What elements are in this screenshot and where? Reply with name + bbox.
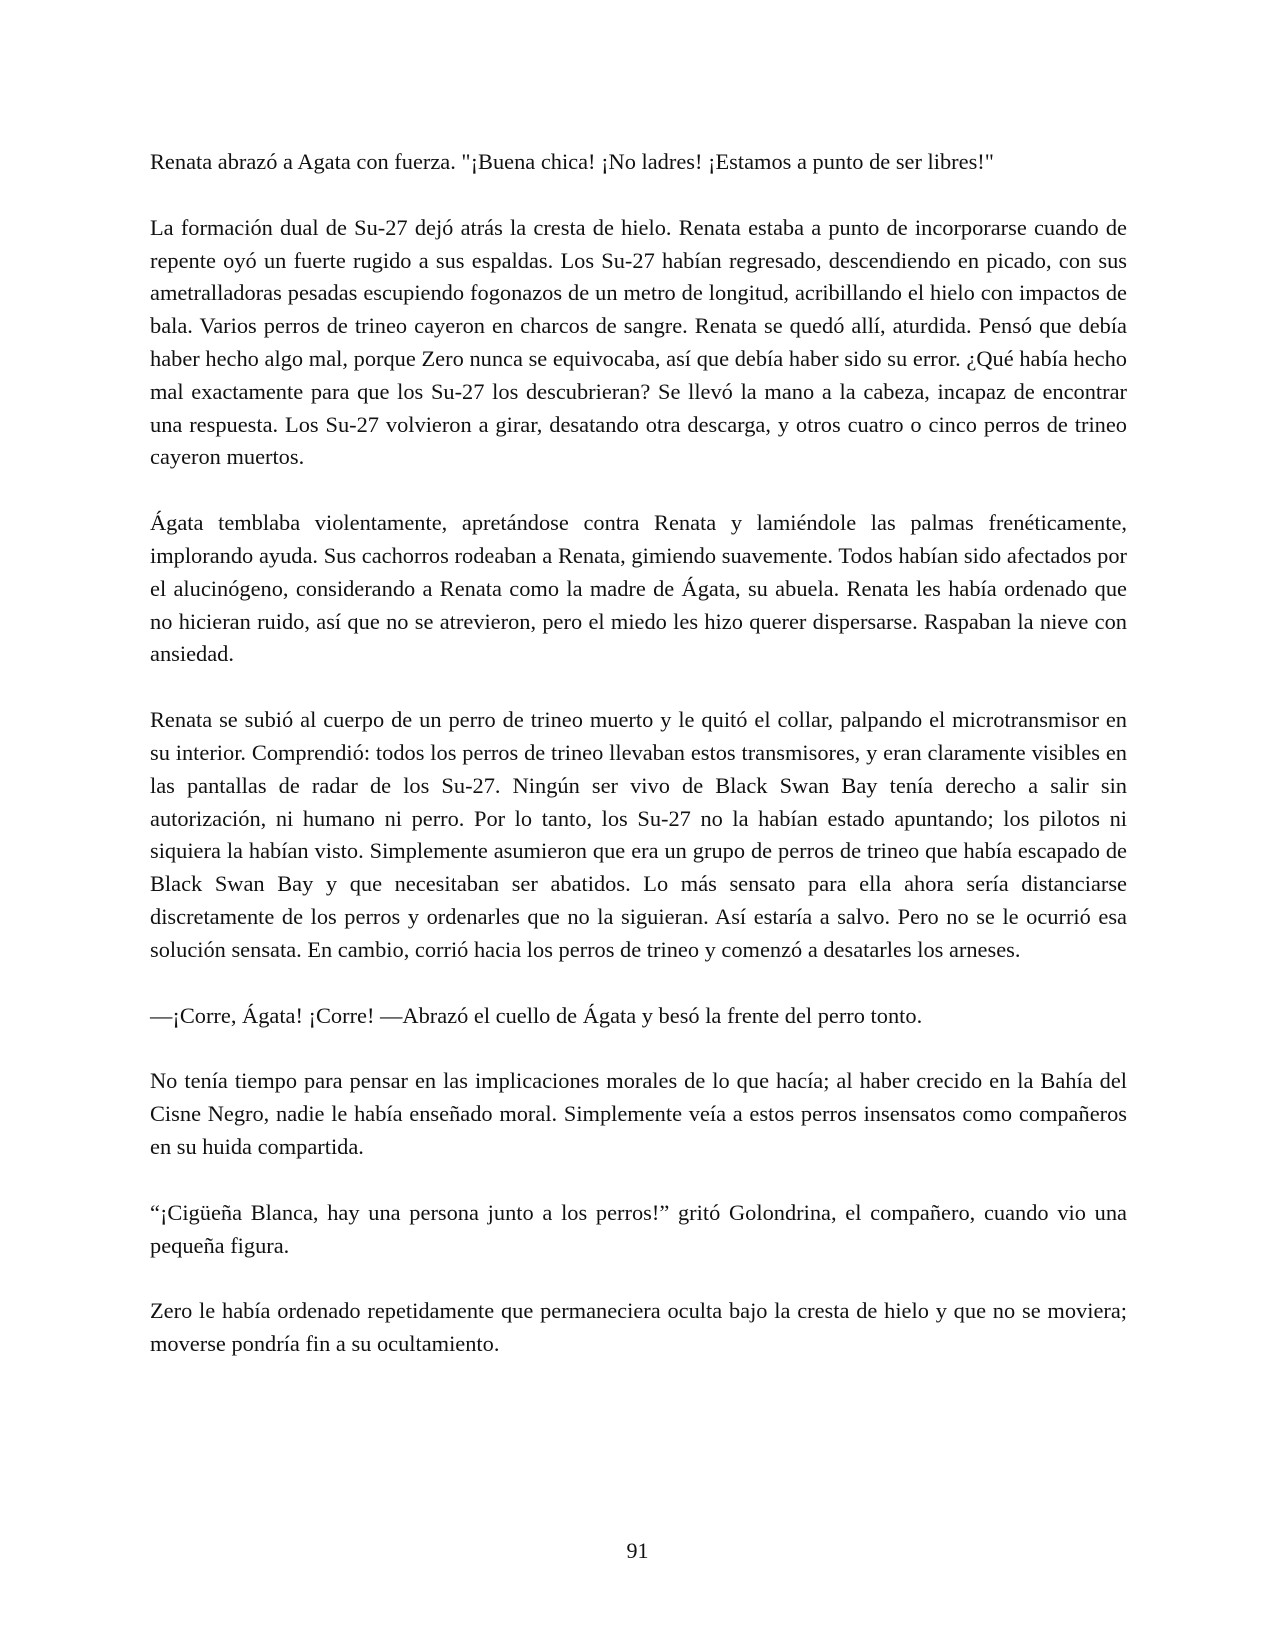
paragraph-2: La formación dual de Su-27 dejó atrás la cresta de hielo. Renata estaba a punto de incorporarse cuando de repente oyó un fuerte rugido a sus espaldas. Los Su-27 habían regresado, descendiendo en picado, con sus ametralladoras pesadas escupiendo fogonazos de un metro de longitud, acribillando el hielo con impactos de bala. Varios perros de trineo cayeron en charcos de sangre. Renata se quedó allí, aturdida. Pensó que debía haber hecho algo mal, porque Zero nunca se equivocaba, así que debía haber sido su error. ¿Qué había hecho mal exactamente para que los Su-27 los descubrieran? Se llevó la mano a la cabeza, incapaz de encontrar una respuesta. Los Su-27 volvieron a girar, desatando otra descarga, y otros cuatro o cinco perros de trineo cayeron muertos. [150,214,1127,470]
paragraph-7: “¡Cigüeña Blanca, hay una persona junto a los perros!” gritó Golondrina, el compañero, cuando vio una pequeña figura. [150,1199,1127,1258]
paragraph-1: Renata abrazó a Agata con fuerza. "¡Buena chica! ¡No ladres! ¡Estamos a punto de ser libres!" [150,149,994,174]
page-number: 91 [626,1538,649,1563]
page-body [150,146,1127,1394]
paragraph-4: Renata se subió al cuerpo de un perro de trineo muerto y le quitó el collar, palpando el microtransmisor en su interior. Comprendió: todos los perros de trineo llevaban estos transmisores, y eran claramente visibles en las pantallas de radar de los Su-27. Ningún ser vivo de Black Swan Bay tenía derecho a salir sin autorización, ni humano ni perro. Por lo tanto, los Su-27 no la habían estado apuntando; los pilotos ni siquiera la habían visto. Simplemente asumieron que era un grupo de perros de trineo que había escapado de Black Swan Bay y que necesitaban ser abatidos. Lo más sensato para ella ahora sería distanciarse discretamente de los perros y ordenarles que no la siguieran. Así estaría a salvo. Pero no se le ocurrió esa solución sensata. En cambio, corrió hacia los perros de trineo y comenzó a desatarles los arneses. [150,707,1127,962]
paragraph-3: Ágata temblaba violentamente, apretándose contra Renata y lamiéndole las palmas frenéticamente, implorando ayuda. Sus cachorros rodeaban a Renata, gimiendo suavemente. Todos habían sido afectados por el alucinógeno, considerando a Renata como la madre de Ágata, su abuela. Renata les había ordenado que no hicieran ruido, así que no se atrevieron, pero el miedo les hizo querer dispersarse. Raspaban la nieve con ansiedad. [150,510,1127,667]
paragraph-8: Zero le había ordenado repetidamente que permaneciera oculta bajo la cresta de hielo y que no se moviera; moverse pondría fin a su ocultamiento. [150,1298,1127,1357]
paragraph-6: No tenía tiempo para pensar en las implicaciones morales de lo que hacía; al haber crecido en la Bahía del Cisne Negro, nadie le había enseñado moral. Simplemente veía a estos perros insensatos como compañeros en su huida compartida. [150,1068,1127,1159]
paragraph-5: —¡Corre, Ágata! ¡Corre! —Abrazó el cuello de Ágata y besó la frente del perro tonto. [150,1002,923,1028]
